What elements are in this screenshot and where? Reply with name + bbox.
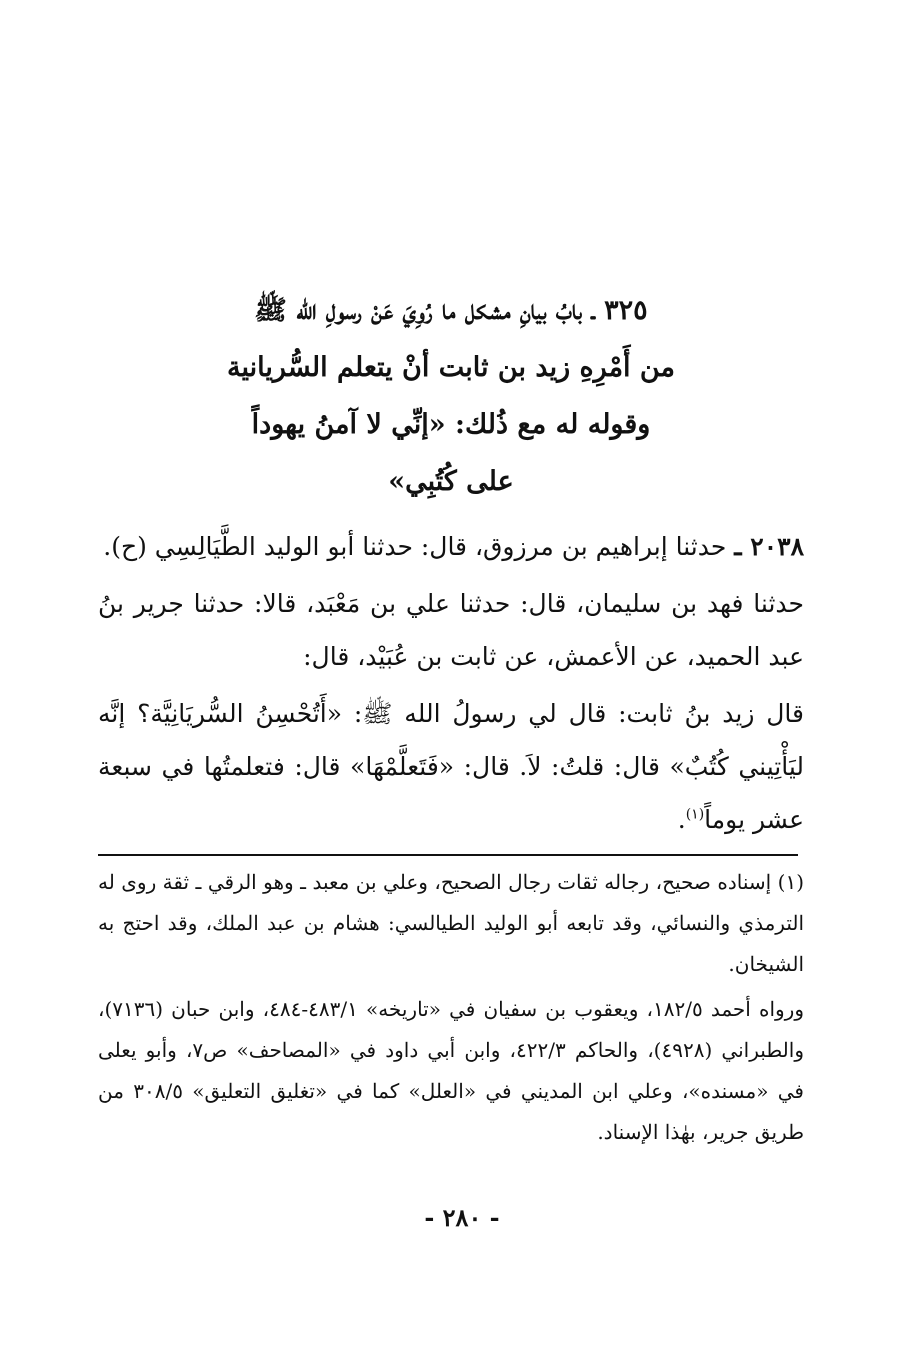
hadith-isnad-1 [98, 520, 804, 573]
chapter-title [98, 282, 804, 510]
hadith-matn: قال زيد بنُ ثابت: قال لي رسولُ الله ﷺ: «أَتُحْسِنُ السُّريَانِيَّة؟ إنَّه ليَأْتِيني كُتُبٌ» قال: قلتُ: لاَ. قال: «فَتَعلَّمْهَا» قال: فتعلمتُها في سبعة عشر يوماً$^{(١)}$. [98, 699, 804, 834]
hadith-matn-text: قال زيد بنُ ثابت: قال لي رسولُ الله ﷺ: «أَتُحْسِنُ السُّريَانِيَّة؟ إنَّه ليَأْتِيني كُتُبٌ» قال: قلتُ: لاَ. قال: «فَتَعلَّمْهَا» قال: فتعلمتُها في سبعة عشر يوماً [98, 699, 804, 834]
chapter-title-line-2: من أَمْرِهِ زيد بن ثابت أنْ يتعلم السُّريانية [227, 352, 675, 383]
chapter-title-line-1: ٣٢٥ ـ بابُ بيانِ مشكل ما رُوِيَ عَنْ رسولِ الله ﷺ [254, 295, 648, 326]
hadith-isnad-1-text: حدثنا إبراهيم بن مرزوق، قال: حدثنا أبو الوليد الطَّيَالِسِي (ح). [103, 532, 727, 561]
page-content [98, 282, 804, 1282]
hadith-number: ٢٠٣٨ ـ [734, 532, 804, 561]
footnote-divider [98, 854, 798, 856]
footnotes [98, 862, 804, 1153]
hadith-isnad-2: حدثنا فهد بن سليمان، قال: حدثنا علي بن مَعْبَد، قالا: حدثنا جرير بنُ عبد الحميد، عن الأعمش، عن ثابت بن عُبَيْد، قال: [98, 589, 804, 671]
page-number: - ٢٨٠ - [424, 1203, 500, 1232]
footnote-2: ورواه أحمد ١٨٢/٥، ويعقوب بن سفيان في «تاريخه» ٤٨٣/١-٤٨٤، وابن حبان (٧١٣٦)، والطبراني (٤٩٢٨)، والحاكم ٤٢٢/٣، وابن أبي داود في «المصاحف» ص٧، وأبو يعلى في «مسنده»، وعلي ابن المديني في «العلل» كما في «تغليق التعليق» ٣٠٨/٥ من طريق جرير، بهٰذا الإسناد. [98, 997, 804, 1144]
chapter-title-line-3: وقوله له مع ذُلك: «إنِّي لا آمنُ يهوداً [251, 409, 651, 440]
chapter-title-line-4: على كُتُبِي» [388, 466, 514, 497]
footnote-1: (١) إسناده صحيح، رجاله ثقات رجال الصحيح، وعلي بن معبد ـ وهو الرقي ـ ثقة روى له الترمذي والنسائي، وقد تابعه أبو الوليد الطيالسي: هشام بن عبد الملك، وقد احتج به الشيخان. [98, 870, 804, 976]
footnote-reference: (١) [685, 806, 705, 823]
